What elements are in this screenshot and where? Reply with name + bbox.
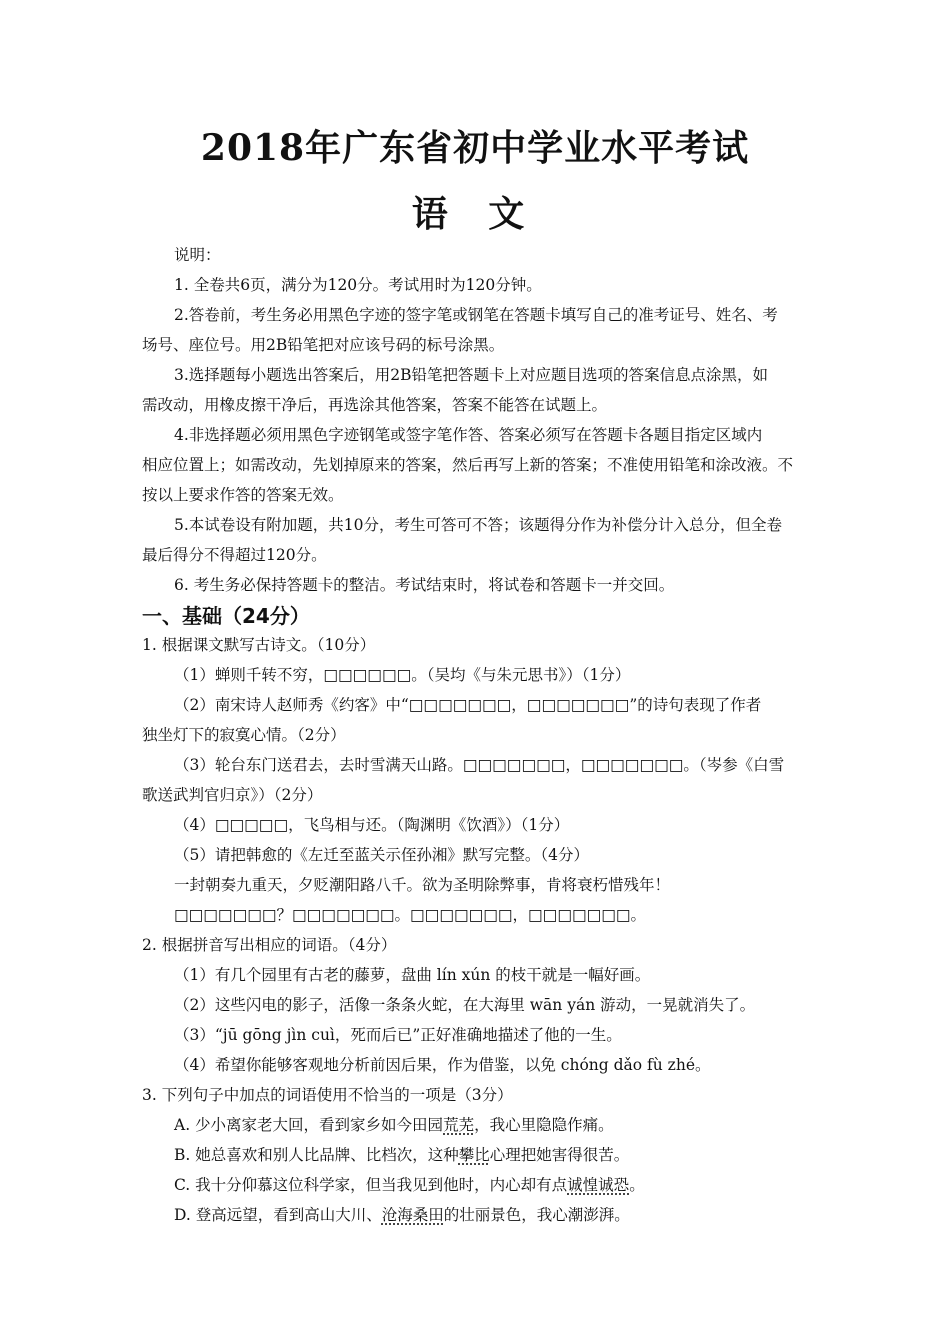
dotted-word: 荒芜 <box>443 1116 475 1134</box>
question-2-item: （4）希望你能够客观地分析前因后果，作为借鉴，以免 chóng dǎo fù zhé。 <box>174 1056 711 1074</box>
instruction-line: 1. 全卷共6页，满分为120分。考试用时为120分钟。 <box>174 276 542 294</box>
question-1-stem: 1. 根据课文默写古诗文。（10分） <box>142 636 376 654</box>
dotted-word: 沧海桑田 <box>381 1206 444 1224</box>
instruction-line: 最后得分不得超过120分。 <box>142 546 327 564</box>
instruction-line: 2.答卷前，考生务必用黑色字迹的签字笔或钢笔在答题卡填写自己的准考证号、姓名、考 <box>174 306 778 324</box>
question-1-item: （3）轮台东门送君去，去时雪满天山路。□□□□□□□，□□□□□□□。（岑参《白雪 <box>174 756 785 774</box>
option-c <box>174 1174 846 1196</box>
instruction-line: 场号、座位号。用2B铅笔把对应该号码的标号涂黑。 <box>142 336 505 354</box>
option-text: 心理把她害得很苦。 <box>489 1146 630 1164</box>
instruction-line: 5.本试卷设有附加题，共10分，考生可答可不答；该题得分作为补偿分计入总分，但全卷 <box>174 516 783 534</box>
option-text: 。 <box>629 1176 645 1194</box>
option-text: B. 她总喜欢和别人比品牌、比档次，这种 <box>174 1146 459 1164</box>
question-2-item: （2）这些闪电的影子，活像一条条火蛇，在大海里 wān yán 游动，一晃就消失了。 <box>174 996 756 1014</box>
question-1-item: （2）南宋诗人赵师秀《约客》中“□□□□□□□，□□□□□□□”的诗句表现了作者 <box>174 696 762 714</box>
question-3-stem: 3. 下列句子中加点的词语使用不恰当的一项是（3分） <box>142 1086 513 1104</box>
subject-title: 语 文 <box>411 193 539 235</box>
instruction-line: 4.非选择题必须用黑色字迹钢笔或签字笔作答、答案必须写在答题卡各题目指定区域内 <box>174 426 763 444</box>
exam-title: 2018年广东省初中学业水平考试 <box>200 127 750 169</box>
section-heading: 一、基础（24分） <box>142 604 310 628</box>
question-1-item: （4）□□□□□，飞鸟相与还。（陶渊明《饮酒》）（1分） <box>174 816 570 834</box>
question-1-item: （1）蝉则千转不穷，□□□□□□。（吴均《与朱元思书》）（1分） <box>174 666 631 684</box>
option-text: C. 我十分仰慕这位科学家，但当我见到他时，内心却有点 <box>174 1176 568 1194</box>
poem-blanks: □□□□□□□？□□□□□□□。□□□□□□□，□□□□□□□。 <box>174 906 647 924</box>
question-2-stem: 2. 根据拼音写出相应的词语。（4分） <box>142 936 397 954</box>
question-1-item-cont: 独坐灯下的寂寞心情。（2分） <box>142 726 346 744</box>
option-b <box>174 1144 846 1166</box>
option-a <box>174 1114 846 1136</box>
option-text: ，我心里隐隐作痛。 <box>474 1116 614 1134</box>
question-2-item: （1）有几个园里有古老的藤萝，盘曲 lín xún 的枝干就是一幅好画。 <box>174 966 651 984</box>
option-text: A. 少小离家老大回，看到家乡如今田园 <box>174 1116 444 1134</box>
question-2-item: （3）“jū gōng jìn cuì，死而后已”正好准确地描述了他的一生。 <box>174 1026 622 1044</box>
dotted-word: 诚惶诚恐 <box>567 1176 630 1194</box>
question-1-item-cont: 歌送武判官归京》）（2分） <box>142 786 323 804</box>
question-1-item: （5）请把韩愈的《左迁至蓝关示侄孙湘》默写完整。（4分） <box>174 846 589 864</box>
instructions-heading: 说明： <box>174 246 221 264</box>
instruction-line: 3.选择题每小题选出答案后，用2B铅笔把答题卡上对应题目选项的答案信息点涂黑，如 <box>174 366 769 384</box>
instruction-line: 6. 考生务必保持答题卡的整洁。考试结束时，将试卷和答题卡一并交回。 <box>174 576 675 594</box>
poem-line: 一封朝奏九重天，夕贬潮阳路八千。欲为圣明除弊事，肯将衰朽惜残年！ <box>174 876 671 894</box>
option-d <box>174 1204 846 1226</box>
dotted-word: 攀比 <box>458 1146 490 1164</box>
instruction-line: 需改动，用橡皮擦干净后，再选涂其他答案，答案不能答在试题上。 <box>142 396 608 414</box>
instruction-line: 按以上要求作答的答案无效。 <box>142 486 344 504</box>
option-text: D. 登高远望，看到高山大川、 <box>174 1206 382 1224</box>
instruction-line: 相应位置上；如需改动，先划掉原来的答案，然后再写上新的答案；不准使用铅笔和涂改液。不 <box>142 456 794 474</box>
option-text: 的壮丽景色，我心潮澎湃。 <box>443 1206 630 1224</box>
